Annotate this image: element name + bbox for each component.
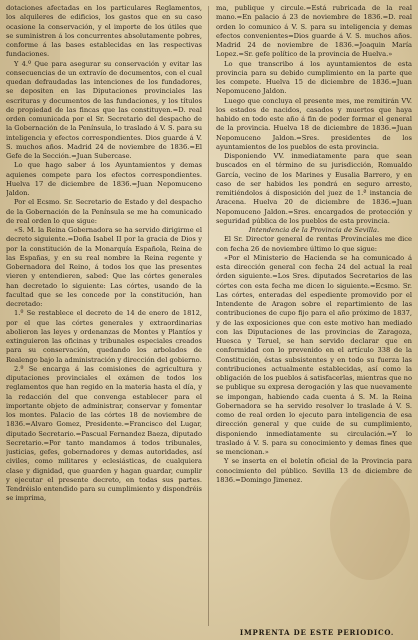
paragraph: Y se inserta en el boletín oficial de la Provincia para conocimiento del público. Sevilla 13 de diciembre de 1836.=Domingo Jimenez.	[216, 457, 412, 484]
paragraph: Lo que hago saber á los Ayuntamientos y demas aquienes compete para los efectos correspondientes. Huelva 17 de diciembre de 1836.=Juan Nepomuceno Jaldon.	[6, 161, 202, 197]
paragraph: Por el Ecsmo. Sr. Secretario de Estado y del despacho de la Gobernación de la Península se me ha comunicado de real orden lo que sigue:	[6, 198, 202, 225]
paragraph: Lo que transcribo á los ayuntamientos de esta provincia para su debido cumplimiento en la parte que les compete. Huelva 15 de diciembre de 1836.=Juan Nepomuceno Jaldon.	[216, 59, 412, 96]
column-divider	[208, 6, 209, 626]
paragraph: ma, publique y circule.=Está rubricada de la real mano.=En palacio á 23 de noviembre de 1836.=D. real orden lo comunico á V. S. para su inteligencia y demas efectos convenientes=Dios guarde á V. S. muchos años. Madrid 24 de noviembre de 1836.=Joaquin María Lopez.=Sr. gefe político de la provincia de Huelva.»	[216, 4, 412, 59]
paragraph: dotaciones afectadas en los particulares Reglamentos, los alquileres de edificios, los gastos que en su caso ocasione la conservación, y el importe de los útiles que se suministren á los concurrentes absolutamente pobres, conforme á las bases establecidas en las respectivas fundaciones.	[6, 4, 202, 59]
section-heading: Intendencia de la Provincia de Sevilla.	[248, 226, 380, 234]
right-column	[216, 4, 412, 632]
paragraph: El Sr. Director general de rentas Provinciales me dice con fecha 26 de noviembre último lo que sigue:	[216, 235, 412, 253]
paragraph: Disponiendo VV. inmediatamente para que sean buscados en el término de su jurisdicción, Romualdo García, vecino de los Marines y Eusalia Barrero, y en caso de ser habidos les pondrá en seguro arresto, remitiéndolos á disposición del juez de 1.ª instancia de Aracena. Huelva 20 de diciembre de 1836.=Juan Nepomuceno Jaldon.=Sres. encargados de protección y seguridad pública de los pueblos de esta provincia.	[216, 152, 412, 225]
paragraph: «S. M. la Reina Gobernadora se ha servido dirigirme el decreto siguiente.=Doña Isabel II por la gracia de Dios y por la constitución de la Monarquía Española, Reina de las Españas, y en su real nombre la Reina regente y Gobernadora del Reino, á todos los que las presentes vieren y entendieren, sabed: Que las córtes generales han decretado lo siguiente: Las córtes, usando de la facultad que se les concede por la constitución, han decretado:	[6, 226, 202, 308]
paragraph: Luego que concluya el presente mes, me remitirán VV. los estados de nacidos, casados y muertos que haya habido en todo este año á fin de poder formar el general de la provincia. Huelva 18 de diciembre de 1836.=Juan Nepomuceno Jaldon.=Sres. presidentes de los ayuntamientos de los pueblos de esta provincia.	[216, 96, 412, 151]
paragraph: 2.º Se encarga á las comisiones de agricultura y diputaciones provinciales el exámen de todos los reglamentos que han regido en la materia hasta el día, y la redacción del que convenga establecer para el importante objeto de administrar, conservar y fomentar los montes. Palacio de las córtes 18 de noviembre de 1836.=Alvaro Gomez, Presidente.=Francisco del Lugar, diputado Secretario.=Pascual Fernandez Baeza, diputado Secretario.=Por tanto mandamos á todos tribunales, justicias, gefes, gobernadores y demas autoridades, así civiles, como militares y eclesiásticas, de cualquiera clase y dignidad, que guarden y hagan guardar, cumplir y ejecutar el presente decreto, en todas sus partes. Tendréislo entendido para su cumplimiento y dispondréis se imprima,	[6, 364, 202, 503]
printer-imprint: IMPRENTA DE ESTE PERIODICO.	[239, 628, 395, 637]
paragraph: 1.º Se restablece el decreto de 14 de enero de 1812, por el que las córtes generales y extraordinarias abolieron las leyes y ordenanzas de Montes y Plantíos y extinguieron las oficinas y tribunales especiales creados para su conservación, quedando los arbolados de Realengo bajo la administración y dirección del gobierno.	[6, 309, 202, 364]
paragraph: «Por el Ministerio de Hacienda se ha comunicado á esta dirección general con fecha 24 del actual la real órden siguiente.=Los Sres. diputados Secretarios de las córtes con esta fecha me dicen lo siguiente.=Ecsmo. Sr. Las córtes, enteradas del espediente promovido por el Intendente de Aragon sobre el repartimiento de las contribuciones de cupo fijo para el año próximo de 1837, y de las exposiciones que con este motivo han mediado con las Diputaciones de las provincias de Zaragoza, Huesca y Teruel, se han servido declarar que en conformidad con lo prevenido en el artículo 338 de la Constitución, éstas subsistentes y en todo su fuerza las contribuciones actualmente establecidas, así como la obligación de los pueblos á satisfacerlas, mientras que no se publique su expresa derogación y las que nuevamente se impongan, habiendo cada cuenta á S. M. la Reina Gobernadora se ha servido resolver lo traslade á V. S. como de real orden lo ejecuto para inteligencia de esa dirección general y que cuide de su cumplimiento, disponiendo inmediatamente su circulación.=Y lo traslado á V. S. para su conocimiento y demas fines que se mencionan.»	[216, 253, 412, 456]
paragraph: Y 4.º Que para asegurar su conservación y evitar las consecuencias de un extravío de documentos, con el cual quedan defraudadas las intenciones de los fundadores, se depositen en las Diputaciones provinciales las escrituras y documentos de las fundaciones, y los títulos de propiedad de las fincas que las constituyen.=D. real orden comunicada por el Sr. Secretario del despacho de la Gobernación de la Península, lo traslado á V. S. para su inteligencia y efectos correspondientes. Dios guarde á V. S. muchos años. Madrid 24 de noviembre de 1836.=El Gefe de la Sección.=Juan Subercase.	[6, 59, 202, 160]
left-column	[6, 4, 202, 632]
